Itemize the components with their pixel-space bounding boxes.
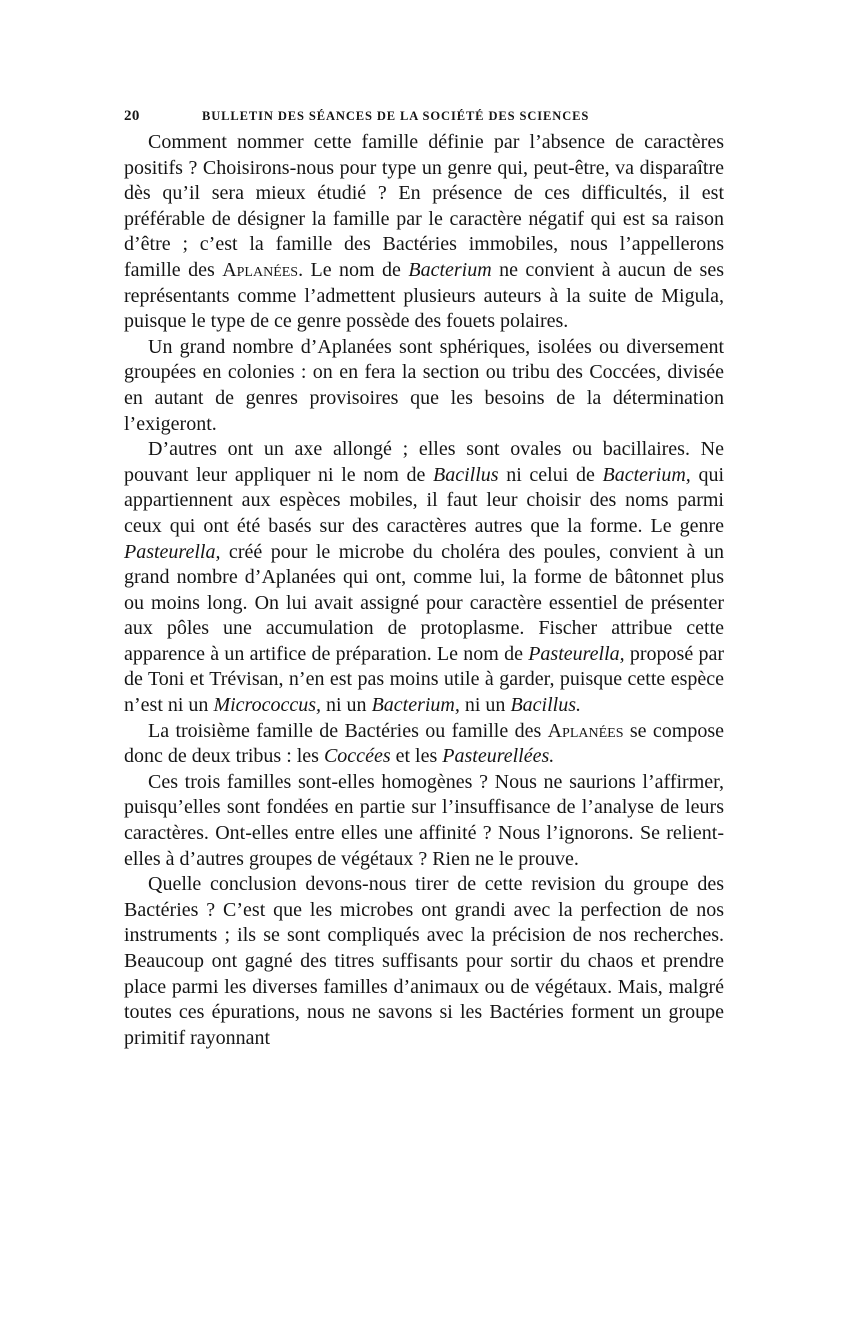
running-header [124, 104, 724, 128]
page-number: 20 [124, 108, 140, 124]
paragraph [124, 872, 724, 1051]
italic-term: Pasteurellées. [442, 745, 555, 768]
book-page [124, 104, 724, 1051]
text-run: ne convient à aucun de ses représentants comme l’admettent plusieurs auteurs à la suite de Migula, puisque le type de ce genre possède des fouets polaires. [124, 258, 725, 333]
text-run: se compose donc de deux tribus : les [124, 719, 724, 768]
italic-term: Coccées [323, 745, 391, 768]
italic-term: Pasteurella, [528, 642, 625, 665]
text-run: ni un [321, 694, 372, 717]
paragraph [124, 335, 724, 437]
paragraph [124, 719, 724, 770]
paragraph [124, 437, 724, 719]
text-run: . Le nom de [298, 258, 409, 281]
running-title: BULLETIN DES SÉANCES DE LA SOCIÉTÉ DES SCIENCES [202, 109, 590, 123]
text-run: ni celui de [498, 463, 603, 486]
text-run: proposé par de Toni et Trévisan, n’en est pas moins utile à garder, puisque cette espèce n’est ni un [124, 642, 724, 717]
text-run: qui appartiennent aux espèces mobiles, il faut leur choisir des noms parmi ceux qui ont été basés sur des caractères autres que la forme. Le genre [124, 463, 725, 537]
text-run: ni un [459, 694, 511, 717]
italic-term: Bacterium, [371, 694, 460, 717]
body-text [124, 130, 724, 1051]
small-caps-term: Aplanées [222, 258, 299, 281]
text-run: créé pour le microbe du choléra des poules, convient à un grand nombre d’Aplanées qui ont, comme lui, la forme de bâtonnet plus ou moins long. On lui avait assigné pour caractère essentiel de présenter aux pôles une accumulation de protoplasme. Fischer attribue cette apparence à un artifice de préparation. Le nom de [124, 540, 724, 665]
small-caps-term: Aplanées [547, 719, 624, 742]
text-run: La troisième famille de Bactéries ou famille des [148, 719, 548, 742]
italic-term: Bacterium [408, 258, 492, 281]
italic-term: Bacterium, [602, 463, 691, 486]
italic-term: Bacillus. [510, 694, 581, 717]
text-run: Ces trois familles sont-elles homogènes ? Nous ne saurions l’affirmer, puisqu’elles sont fondées en partie sur l’insuffisance de l’analyse de leurs caractères. Ont-elles entre elles une affinité ? Nous l’ignorons. Se relient-elles à d’autres groupes de végétaux ? Rien ne le prouve. [124, 770, 724, 870]
text-run: et les [390, 745, 443, 768]
italic-term: Micrococcus, [213, 694, 321, 717]
italic-term: Bacillus [433, 463, 499, 486]
paragraph [124, 770, 724, 872]
paragraph [124, 130, 724, 335]
text-run: Comment nommer cette famille définie par l’absence de caractères positifs ? Choisirons-nous pour type un genre qui, peut-être, va disparaître dès qu’il sera mieux étudié ? En présence de ces difficultés, il est préférable de désigner la famille par le caractère négatif qui est sa raison d’être ; c’est la famille des Bactéries immobiles, nous l’appellerons famille des [124, 131, 724, 281]
text-run: Un grand nombre d’Aplanées sont sphériques, isolées ou diversement groupées en colonies : on en fera la section ou tribu des Coccées, divisée en autant de genres provisoires que les besoins de la détermination l’exigeront. [124, 335, 724, 435]
text-run: D’autres ont un axe allongé ; elles sont ovales ou bacillaires. Ne pouvant leur appliquer ni le nom de [124, 438, 724, 486]
text-run: Quelle conclusion devons-nous tirer de cette revision du groupe des Bactéries ? C’est que les microbes ont grandi avec la perfection de nos instruments ; ils se sont compliqués avec la précision de nos recherches. Beaucoup ont gagné des titres suffisants pour sortir du chaos et prendre place parmi les diverses familles d’animaux ou de végétaux. Mais, malgré toutes ces épurations, nous ne savons si les Bactéries forment un groupe primitif rayonnant [124, 873, 724, 1049]
italic-term: Pasteurella, [124, 540, 221, 563]
